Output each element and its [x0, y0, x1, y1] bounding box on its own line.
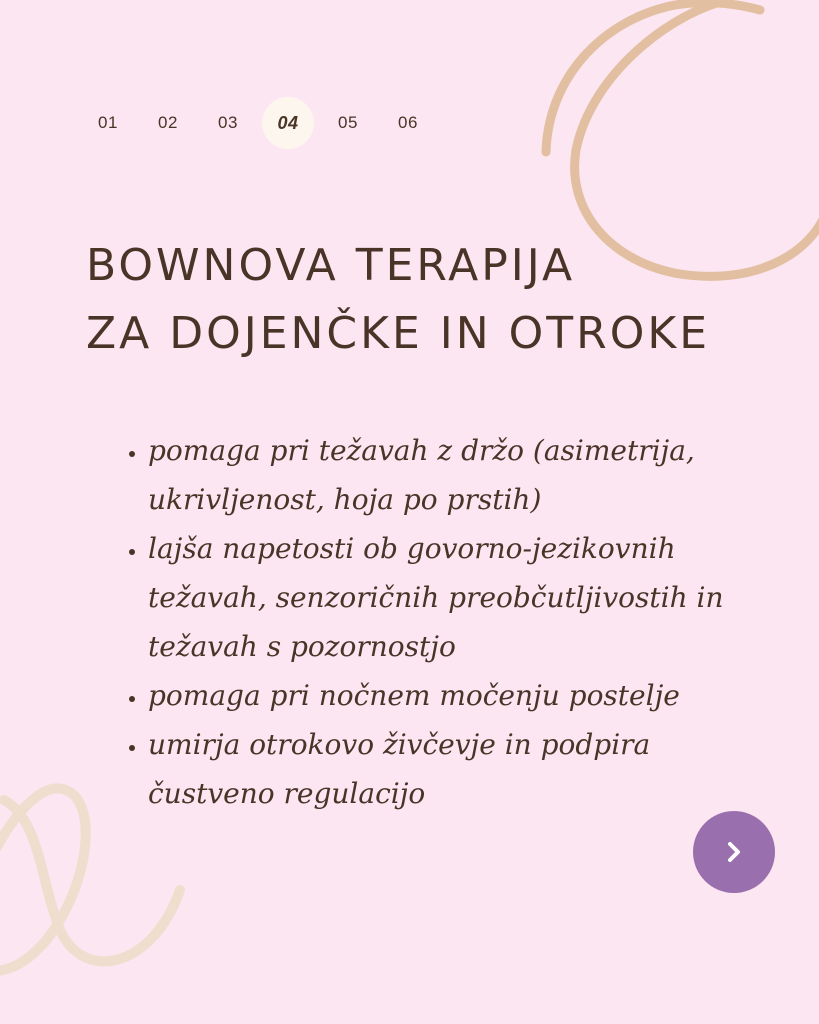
- page-number-04[interactable]: [258, 96, 318, 150]
- page-number-05[interactable]: [318, 96, 378, 150]
- page-number-label: 02: [158, 113, 178, 132]
- page-number-label: 01: [98, 113, 118, 132]
- chevron-right-icon: [721, 839, 747, 865]
- pagination: [78, 96, 438, 150]
- page-number-01[interactable]: [78, 96, 138, 150]
- title-line-1: BOWNOVA TERAPIJA: [86, 240, 576, 291]
- page-number-label: 03: [218, 113, 238, 132]
- page-number-label: 06: [398, 113, 418, 132]
- page-title: [86, 232, 710, 368]
- list-item: • pomaga pri težavah z držo (asimetrija, ukrivljenost, hoja po prstih): [148, 426, 768, 524]
- page-number-06[interactable]: [378, 96, 438, 150]
- page-number-label: 05: [338, 113, 358, 132]
- list-item: • lajša napetosti ob govorno-jezikovnih težavah, senzoričnih preobčutljivostih in težavah s pozornostjo: [148, 524, 768, 671]
- page-number-label: 04: [262, 97, 314, 149]
- benefits-list: [114, 426, 768, 818]
- next-button[interactable]: [693, 811, 775, 893]
- page-number-02[interactable]: [138, 96, 198, 150]
- page-number-03[interactable]: [198, 96, 258, 150]
- list-item: • umirja otrokovo živčevje in podpira čustveno regulacijo: [148, 720, 768, 818]
- list-item: • pomaga pri nočnem močenju postelje: [148, 671, 768, 720]
- title-line-2: ZA DOJENČKE IN OTROKE: [86, 308, 711, 359]
